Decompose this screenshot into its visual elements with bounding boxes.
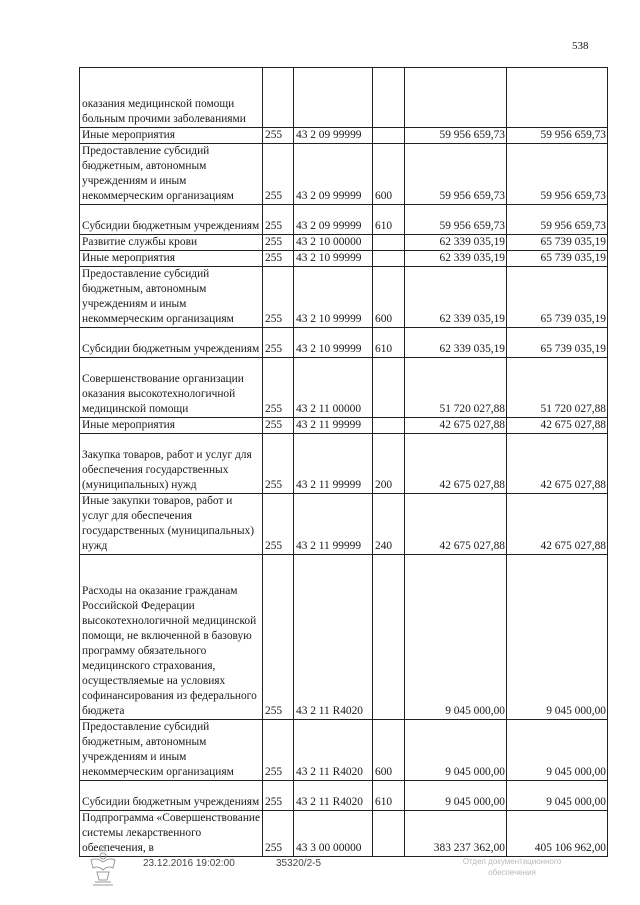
emblem-stamp xyxy=(83,842,123,888)
row-target-article: 43 2 11 99999 xyxy=(294,418,373,434)
row-expense-type xyxy=(373,251,405,267)
row-name: Подпрограмма «Совершенствование системы лекарственного обеспечения, в xyxy=(80,811,263,857)
table-row xyxy=(80,144,608,205)
row-target-article: 43 2 11 R4020 xyxy=(294,720,373,781)
table-row xyxy=(80,267,608,328)
row-amount-2017: 42 675 027,88 xyxy=(405,418,507,434)
row-name: Предоставление субсидий бюджетным, автономным учреждениям и иным некоммерческим организациям xyxy=(80,144,263,205)
row-code: 255 xyxy=(263,720,294,781)
row-amount-2017: 62 339 035,19 xyxy=(405,251,507,267)
row-name: Предоставление субсидий бюджетным, автономным учреждениям и иным некоммерческим организациям xyxy=(80,720,263,781)
row-expense-type: 610 xyxy=(373,781,405,811)
row-code: 255 xyxy=(263,267,294,328)
row-name: Предоставление субсидий бюджетным, автономным учреждениям и иным некоммерческим организациям xyxy=(80,267,263,328)
row-target-article: 43 2 11 00000 xyxy=(294,358,373,418)
row-name: Расходы на оказание гражданам Российской Федерации высокотехнологичной медицинской помощи, не включенной в базовую программу обязательного медицинского страхования, осуществляемые на условиях софинансирования из федерального бюджета xyxy=(80,555,263,720)
row-target-article: 43 2 11 99999 xyxy=(294,434,373,494)
row-amount-2018: 65 739 035,19 xyxy=(507,251,608,267)
table-row xyxy=(80,235,608,251)
budget-table xyxy=(79,67,608,857)
row-amount-2017: 42 675 027,88 xyxy=(405,434,507,494)
row-code: 255 xyxy=(263,811,294,857)
row-code: 255 xyxy=(263,144,294,205)
row-amount-2018: 9 045 000,00 xyxy=(507,720,608,781)
row-amount-2018: 42 675 027,88 xyxy=(507,494,608,555)
row-expense-type xyxy=(373,128,405,144)
row-amount-2018: 405 106 962,00 xyxy=(507,811,608,857)
row-amount-2017: 9 045 000,00 xyxy=(405,781,507,811)
footer-department-note: Отдел документационного обеспечения xyxy=(462,857,562,877)
page-number: 538 xyxy=(572,40,589,52)
row-amount-2017: 383 237 362,00 xyxy=(405,811,507,857)
table-row xyxy=(80,68,608,128)
table-row xyxy=(80,555,608,720)
table-row xyxy=(80,418,608,434)
row-code: 255 xyxy=(263,781,294,811)
row-name: Совершенствование организации оказания высокотехнологичной медицинской помощи xyxy=(80,358,263,418)
row-expense-type: 600 xyxy=(373,144,405,205)
row-amount-2018: 9 045 000,00 xyxy=(507,781,608,811)
row-expense-type: 240 xyxy=(373,494,405,555)
row-expense-type xyxy=(373,68,405,128)
row-amount-2018 xyxy=(507,68,608,128)
row-expense-type xyxy=(373,418,405,434)
row-expense-type xyxy=(373,811,405,857)
row-amount-2018: 9 045 000,00 xyxy=(507,555,608,720)
row-name: Развитие службы крови xyxy=(80,235,263,251)
table-row xyxy=(80,251,608,267)
row-code: 255 xyxy=(263,494,294,555)
row-code: 255 xyxy=(263,418,294,434)
row-name: Субсидии бюджетным учреждениям xyxy=(80,205,263,235)
row-name: Субсидии бюджетным учреждениям xyxy=(80,328,263,358)
row-expense-type: 610 xyxy=(373,328,405,358)
row-amount-2018: 65 739 035,19 xyxy=(507,328,608,358)
table-row xyxy=(80,205,608,235)
row-code: 255 xyxy=(263,205,294,235)
row-amount-2018: 65 739 035,19 xyxy=(507,235,608,251)
row-amount-2017: 9 045 000,00 xyxy=(405,720,507,781)
row-name: Иные мероприятия xyxy=(80,128,263,144)
row-code: 255 xyxy=(263,235,294,251)
row-target-article: 43 2 09 99999 xyxy=(294,205,373,235)
row-name: Закупка товаров, работ и услуг для обеспечения государственных (муниципальных) нужд xyxy=(80,434,263,494)
row-expense-type xyxy=(373,555,405,720)
table-row xyxy=(80,781,608,811)
row-code: 255 xyxy=(263,555,294,720)
row-name: Иные закупки товаров, работ и услуг для обеспечения государственных (муниципальных) нужд xyxy=(80,494,263,555)
table-row xyxy=(80,720,608,781)
row-amount-2017: 62 339 035,19 xyxy=(405,328,507,358)
row-amount-2017: 62 339 035,19 xyxy=(405,235,507,251)
footer-date: 23.12.2016 19:02:00 xyxy=(143,858,235,869)
row-expense-type xyxy=(373,235,405,251)
row-code xyxy=(263,68,294,128)
row-target-article: 43 2 09 99999 xyxy=(294,128,373,144)
row-target-article: 43 2 10 00000 xyxy=(294,235,373,251)
row-amount-2018: 42 675 027,88 xyxy=(507,434,608,494)
row-name: Иные мероприятия xyxy=(80,418,263,434)
row-amount-2018: 65 739 035,19 xyxy=(507,267,608,328)
row-amount-2017: 62 339 035,19 xyxy=(405,267,507,328)
table-row xyxy=(80,358,608,418)
row-amount-2018: 59 956 659,73 xyxy=(507,128,608,144)
row-amount-2017: 59 956 659,73 xyxy=(405,128,507,144)
table-row xyxy=(80,128,608,144)
table-row xyxy=(80,494,608,555)
table-row xyxy=(80,434,608,494)
row-target-article: 43 3 00 00000 xyxy=(294,811,373,857)
row-code: 255 xyxy=(263,358,294,418)
row-amount-2018: 51 720 027,88 xyxy=(507,358,608,418)
row-name: оказания медицинской помощи больным прочими заболеваниями xyxy=(80,68,263,128)
row-target-article: 43 2 10 99999 xyxy=(294,267,373,328)
row-expense-type: 600 xyxy=(373,267,405,328)
row-target-article: 43 2 11 R4020 xyxy=(294,555,373,720)
row-amount-2017: 9 045 000,00 xyxy=(405,555,507,720)
row-amount-2018: 42 675 027,88 xyxy=(507,418,608,434)
row-amount-2017: 59 956 659,73 xyxy=(405,144,507,205)
row-target-article: 43 2 10 99999 xyxy=(294,328,373,358)
row-amount-2017: 42 675 027,88 xyxy=(405,494,507,555)
row-expense-type xyxy=(373,358,405,418)
row-expense-type: 600 xyxy=(373,720,405,781)
row-target-article: 43 2 09 99999 xyxy=(294,144,373,205)
row-amount-2017: 51 720 027,88 xyxy=(405,358,507,418)
row-code: 255 xyxy=(263,251,294,267)
row-name: Иные мероприятия xyxy=(80,251,263,267)
row-code: 255 xyxy=(263,328,294,358)
row-amount-2018: 59 956 659,73 xyxy=(507,144,608,205)
row-code: 255 xyxy=(263,434,294,494)
table-row xyxy=(80,328,608,358)
row-code: 255 xyxy=(263,128,294,144)
row-name: Субсидии бюджетным учреждениям xyxy=(80,781,263,811)
row-target-article: 43 2 10 99999 xyxy=(294,251,373,267)
row-expense-type: 200 xyxy=(373,434,405,494)
row-amount-2017 xyxy=(405,68,507,128)
row-amount-2017: 59 956 659,73 xyxy=(405,205,507,235)
row-target-article: 43 2 11 99999 xyxy=(294,494,373,555)
row-amount-2018: 59 956 659,73 xyxy=(507,205,608,235)
row-expense-type: 610 xyxy=(373,205,405,235)
row-target-article xyxy=(294,68,373,128)
row-target-article: 43 2 11 R4020 xyxy=(294,781,373,811)
table-row xyxy=(80,811,608,857)
footer-document-number: 35320/2-5 xyxy=(276,858,322,869)
